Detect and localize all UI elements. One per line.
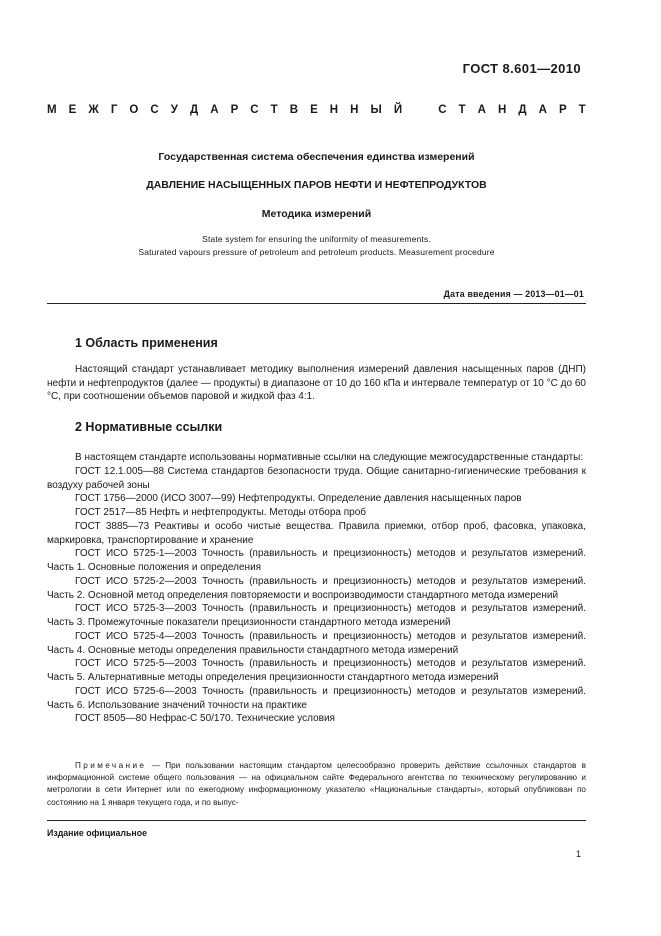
banner-letter: Н <box>350 104 359 116</box>
reference-item: ГОСТ 2517—85 Нефть и нефтепродукты. Методы отбора проб <box>75 507 367 518</box>
note <box>47 760 586 809</box>
banner-letter: Т <box>458 104 466 116</box>
banner-letter: Т <box>578 104 586 116</box>
english-title-line-2: Saturated vapours pressure of petroleum and petroleum products. Measurement procedure <box>138 246 495 257</box>
banner-letter: О <box>129 104 139 116</box>
standard-type-banner <box>47 104 586 116</box>
references-intro: В настоящем стандарте использованы нормативные ссылки на следующие межгосударственные стандарты: <box>75 452 584 463</box>
banner-letter: С <box>438 104 447 116</box>
edition-label: Издание официальное <box>47 828 147 838</box>
standard-number: ГОСТ 8.601—2010 <box>462 61 581 76</box>
banner-letter: С <box>250 104 259 116</box>
banner-letter: Р <box>558 104 567 116</box>
banner-letter: Ы <box>370 104 382 116</box>
normative-references <box>47 451 586 726</box>
banner-letter: Е <box>68 104 77 116</box>
banner-letter: Е <box>310 104 318 116</box>
introduction-date: Дата введения — 2013—01—01 <box>443 289 584 299</box>
banner-letter: Д <box>518 104 527 116</box>
banner-letter: Н <box>497 104 507 116</box>
reference-item: ГОСТ 8505—80 Нефрас-С 50/170. Технические условия <box>75 713 335 725</box>
english-title <box>47 233 586 258</box>
banner-letter: Н <box>329 104 339 116</box>
reference-item: ГОСТ 12.1.005—88 Система стандартов безопасности труда. Общие санитарно-гигиенические требования к воздуху рабочей зоны <box>47 465 586 491</box>
banner-letter: С <box>150 104 159 116</box>
banner-letter: Т <box>270 104 278 116</box>
banner-letter: А <box>477 104 486 116</box>
document-title: ДАВЛЕНИЕ НАСЫЩЕННЫХ ПАРОВ НЕФТИ И НЕФТЕПРОДУКТОВ <box>146 179 487 191</box>
divider <box>47 303 586 304</box>
english-title-line-1: State system for ensuring the uniformity of measurements. <box>202 234 431 244</box>
reference-item: ГОСТ 1756—2000 (ИСО 3007—99) Нефтепродукты. Определение давления насыщенных паров <box>75 493 522 505</box>
banner-gap <box>414 104 426 116</box>
system-title: Государственная система обеспечения единства измерений <box>158 151 475 163</box>
page-number: 1 <box>575 849 581 859</box>
banner-letter: Й <box>393 104 403 116</box>
banner-letter: Г <box>110 104 118 116</box>
banner-letter: В <box>289 104 299 116</box>
reference-item: ГОСТ ИСО 5725-1—2003 Точность (правильность и прецизионность) методов и результатов измерений. Часть 1. Основные положения и определения <box>47 548 586 573</box>
banner-letter: У <box>170 104 178 116</box>
reference-item: ГОСТ ИСО 5725-2—2003 Точность (правильность и прецизионность) методов и результатов измерений. Часть 2. Основной метод определения повторяемости и воспроизводимости стандартного метода измерений <box>47 575 586 601</box>
banner-letter: Ж <box>88 104 99 116</box>
banner-letter: А <box>210 104 219 116</box>
note-text: — При пользовании настоящим стандартом целесообразно проверить действие ссылочных стандартов в информационной системе общего пользования — на официальном сайте Федерального агентства по техническому регулированию и метрологии в сети Интернет или по ежегодному информационному указателю «Национальные стандарты», который опубликован по состоянию на 1 января текущего года, и по выпус- <box>47 761 586 807</box>
reference-item: ГОСТ 3885—73 Реактивы и особо чистые вещества. Правила приемки, отбор проб, фасовка, упаковка, маркировка, транспортирование и хранение <box>47 520 586 546</box>
banner-letter: А <box>538 104 547 116</box>
banner-letter: Д <box>189 104 199 116</box>
reference-item: ГОСТ ИСО 5725-6—2003 Точность (правильность и прецизионность) методов и результатов измерений. Часть 6. Использование значений точности на практике <box>47 685 586 711</box>
section-1-text: Настоящий стандарт устанавливает методику выполнения измерений давления насыщенных паров (ДНП) нефти и нефтепродуктов (далее — продукты) в диапазоне от 10 до 160 кПа и интервале температур от 10 °С до 60 °С, при соотношении объемов паровой и жидкой фаз 4:1. <box>47 364 586 403</box>
section-2-title: 2 Нормативные ссылки <box>75 420 223 434</box>
banner-letter: Р <box>230 104 239 116</box>
reference-item: ГОСТ ИСО 5725-4—2003 Точность (правильность и прецизионность) методов и результатов измерений. Часть 4. Основные методы определения правильности стандартного метода измерений <box>47 630 586 656</box>
reference-item: ГОСТ ИСО 5725-5—2003 Точность (правильность и прецизионность) методов и результатов измерений. Часть 5. Альтернативные методы определения прецизионности стандартного метода измерений <box>47 658 586 683</box>
method-subtitle: Методика измерений <box>261 208 372 220</box>
reference-item: ГОСТ ИСО 5725-3—2003 Точность (правильность и прецизионность) методов и результатов измерений. Часть 3. Промежуточные показатели прецизионности стандартного метода измерений <box>47 603 586 628</box>
banner-letter: М <box>47 104 57 116</box>
note-label: Примечание <box>75 761 147 770</box>
footer-divider <box>47 820 586 821</box>
section-1-title: 1 Область применения <box>75 336 218 350</box>
